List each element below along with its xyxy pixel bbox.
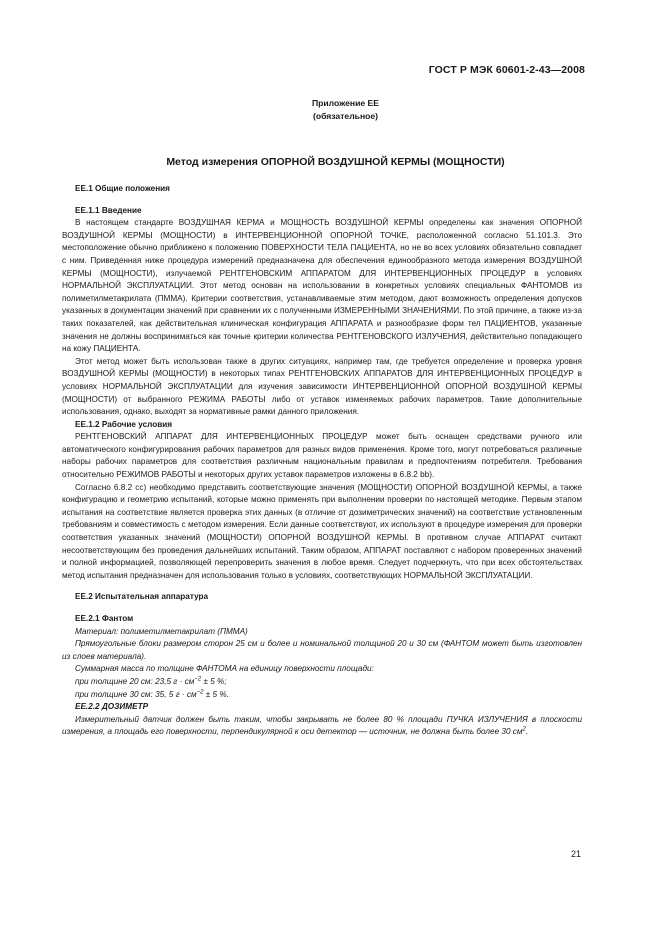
- paragraph-ee11-2: Этот метод может быть использован также в других ситуациях, например там, где требуется определение и проверка уровня ВОЗДУШНОЙ КЕРМЫ (МОЩНОСТИ) в некоторых типах РЕНТГЕНОВСКИХ АППАРАТОВ ДЛЯ ИНТЕРВЕНЦИОННЫХ ПРОЦЕДУР в условиях НОРМАЛЬНОЙ ЭКСПЛУАТАЦИИ для изучения зависимости ИНТЕРВЕНЦИОННОЙ ОПОРНОЙ ВОЗДУШНОЙ КЕРМЫ (МОЩНОСТИ) от выбранного РЕЖИМА РАБОТЫ либо от уставок изменяемых рабочих параметров. Такие дополнительные использования, однако, выходят за нормативные рамки данного приложения.: [62, 356, 582, 417]
- phantom-blocks: Прямоугольные блоки размером сторон 25 см и более и номинальной толщиной 20 и 30 см (ФАНТОМ может быть изготовлен из слоев материала).: [62, 639, 582, 661]
- appendix-status: (обязательное): [312, 111, 379, 121]
- section-heading-ee1: ЕЕ.1 Общие положения: [75, 184, 170, 193]
- phantom-mass: Суммарная масса по толщине ФАНТОМА на единицу поверхности площади:: [75, 664, 374, 674]
- standard-number: ГОСТ Р МЭК 60601-2-43—2008: [428, 64, 585, 76]
- dosimeter-requirement: Измерительный датчик должен быть таким, чтобы закрывать не более 80 % площади ПУЧКА ИЗЛУЧЕНИЯ в плоскости измерения, а площадь его поверхности, перпендикулярной к оси детектор — источник, не должна быть более 30 $см^2$.: [62, 714, 582, 737]
- appendix-label: [0, 97, 661, 123]
- phantom-material: Материал: полиметилметакрилат (ПММА): [75, 626, 248, 636]
- section-heading-ee22: ЕЕ.2.2 ДОЗИМЕТР: [75, 702, 149, 712]
- document-body: [62, 183, 582, 739]
- section-heading-ee12: ЕЕ.1.2 Рабочие условия: [75, 419, 173, 429]
- section-heading-ee2: ЕЕ.2 Испытательная аппаратура: [75, 592, 209, 602]
- page-number: 21: [570, 849, 581, 859]
- page-title: Метод измерения ОПОРНОЙ ВОЗДУШНОЙ КЕРМЫ (МОЩНОСТИ): [166, 156, 505, 168]
- appendix-title: Приложение ЕЕ: [311, 98, 380, 108]
- paragraph-ee12-1: РЕНТГЕНОВСКИЙ АППАРАТ ДЛЯ ИНТЕРВЕНЦИОННЫХ ПРОЦЕДУР может быть оснащен средствами ручного или автоматического конфигурирования рабочих параметров для разных видов применения. Кроме того, могут потребоваться различные наборы рабочих параметров для соответствия различным национальным правилам и предпочтениям потребителя. Требования относительно РЕЖИМОВ РАБОТЫ и некоторых других уставок параметров изложены в 6.8.2 bb).: [62, 432, 582, 480]
- section-heading-ee21: ЕЕ.2.1 Фантом: [75, 614, 134, 623]
- phantom-thickness-20: при толщине 20 см: 23,5 $г \cdot см^{-2} \pm 5$ %;: [75, 676, 227, 686]
- paragraph-ee12-2: Согласно 6.8.2 cc) необходимо представить соответствующие значения (МОЩНОСТИ) ОПОРНОЙ ВОЗДУШНОЙ КЕРМЫ, а также конфигурацию и геометрию испытаний, которые можно применять при выполнении проверки по настоящей методике. Первым этапом испытания на соответствие является проверка этих данных (в отличие от дозиметрических значений) на соответствие установленным требованиям и совместимость с методом измерения. Если данные соответствуют, их используют в процедуре измерения для проверки соответствия указанных значений (МОЩНОСТИ) ОПОРНОЙ ВОЗДУШНОЙ КЕРМЫ. В противном случае АППАРАТ считают несоответствующим без проведения дальнейших испытаний. Таким образом, АППАРАТ поставляют с набором проверенных значений и полной информацией, позволяющей перепроверить значения в любое время. Следует подчеркнуть, что при всех обстоятельствах метод испытания предназначен для использования только в условиях, соответствующих НОРМАЛЬНОЙ ЭКСПЛУАТАЦИИ.: [62, 482, 582, 580]
- phantom-thickness-30: при толщине 30 см: 35, 5 $г \cdot см^{-2} \pm 5$ %.: [75, 688, 229, 699]
- section-heading-ee11: ЕЕ.1.1 Введение: [75, 205, 142, 215]
- paragraph-ee11-1: В настоящем стандарте ВОЗДУШНАЯ КЕРМА и МОЩНОСТЬ ВОЗДУШНОЙ КЕРМЫ определены как значения ОПОРНОЙ ВОЗДУШНОЙ КЕРМЫ (МОЩНОСТИ) в ИНТЕРВЕНЦИОННОЙ ОПОРНОЙ ТОЧКЕ, расположенной согласно 51.101.3. Это местоположение обычно приближено к положению ПОВЕРХНОСТИ ТЕЛА ПАЦИЕНТА, но не во всех условиях обязательно совпадает с ним. Приведенная ниже процедура измерений предназначена для обеспечения единообразного метода измерения ВОЗДУШНОЙ КЕРМЫ (МОЩНОСТИ), излучаемой РЕНТГЕНОВСКИМ АППАРАТОМ ДЛЯ ИНТЕРВЕНЦИОННЫХ ПРОЦЕДУР в условиях НОРМАЛЬНОЙ ЭКСПЛУАТАЦИИ. Этот метод основан на использовании в конкретных условиях специальных ФАНТОМОВ из полиметилметакрилата (ПММА). Критерии соответствия, устанавливаемые этим методом, дают возможность определения допусков указанных в документации значений при сравнении их с полученными ИЗМЕРЕННЫМИ ЗНАЧЕНИЯМИ. По этой причине, а также из-за таких показателей, как действительная клиническая конфигурация АППАРАТА и разнообразие форм тел ПАЦИЕНТОВ, указанные значения не должны восприниматься как точные критерии количества РЕНТГЕНОВСКОГО ИЗЛУЧЕНИЯ, действительно попадающего на кожу ПАЦИЕНТА.: [62, 218, 582, 354]
